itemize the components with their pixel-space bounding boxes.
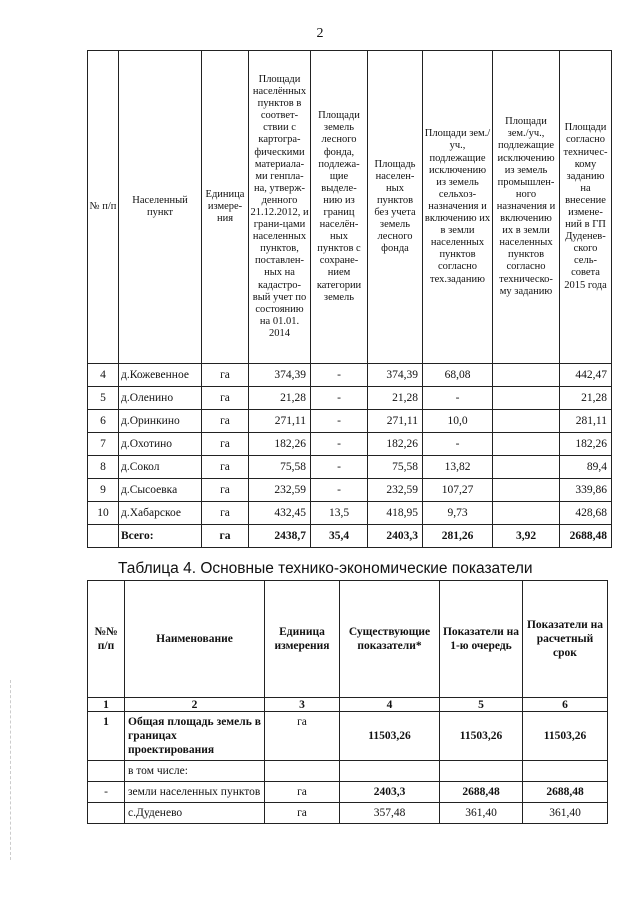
first-stage-value: 2688,48 [440, 782, 523, 803]
agri-land-area: 13,82 [423, 456, 493, 479]
estimated-term-value: 2688,48 [523, 782, 608, 803]
settlement-name: д.Оленино [119, 387, 202, 410]
forest-fund-area: 13,5 [311, 502, 368, 525]
indicator-name: земли населенных пунктов [125, 782, 265, 803]
area-plan-2014: 271,11 [249, 410, 311, 433]
forest-fund-area: - [311, 433, 368, 456]
table-row [88, 433, 612, 456]
agri-land-area: 68,08 [423, 364, 493, 387]
header-cell: № п/п [88, 51, 119, 364]
current-value: 357,48 [340, 803, 440, 824]
area-2015: 21,28 [560, 387, 612, 410]
index-cell: 5 [440, 698, 523, 712]
forest-fund-area: 35,4 [311, 525, 368, 548]
row-number: 4 [88, 364, 119, 387]
row-number: 5 [88, 387, 119, 410]
header-cell: Существующие показатели* [340, 581, 440, 698]
table-row [88, 761, 608, 782]
area-without-forest: 2403,3 [368, 525, 423, 548]
area-without-forest: 271,11 [368, 410, 423, 433]
header-cell: Населенный пункт [119, 51, 202, 364]
indicator-name: с.Дуденево [125, 803, 265, 824]
column-index-row [88, 698, 608, 712]
forest-fund-area: - [311, 479, 368, 502]
area-without-forest: 418,95 [368, 502, 423, 525]
forest-fund-area: - [311, 410, 368, 433]
header-cell: Показатели на расчетный срок [523, 581, 608, 698]
first-stage-value [440, 761, 523, 782]
header-cell: №№ п/п [88, 581, 125, 698]
current-value: 11503,26 [340, 712, 440, 761]
area-plan-2014: 432,45 [249, 502, 311, 525]
indicators-table [87, 580, 608, 824]
agri-land-area: 9,73 [423, 502, 493, 525]
unit-cell: га [202, 479, 249, 502]
unit-cell: га [202, 433, 249, 456]
unit-cell: га [265, 712, 340, 761]
header-cell: Единица измерения [265, 581, 340, 698]
area-2015: 442,47 [560, 364, 612, 387]
area-plan-2014: 232,59 [249, 479, 311, 502]
index-cell: 4 [340, 698, 440, 712]
settlement-name: д.Охотино [119, 433, 202, 456]
forest-fund-area: - [311, 456, 368, 479]
industrial-land-area: 3,92 [493, 525, 560, 548]
table-row [88, 410, 612, 433]
agri-land-area: 107,27 [423, 479, 493, 502]
industrial-land-area [493, 364, 560, 387]
total-row [88, 525, 612, 548]
area-without-forest: 374,39 [368, 364, 423, 387]
unit-cell [265, 761, 340, 782]
row-number: 8 [88, 456, 119, 479]
area-plan-2014: 75,58 [249, 456, 311, 479]
area-2015: 428,68 [560, 502, 612, 525]
industrial-land-area [493, 456, 560, 479]
first-stage-value: 11503,26 [440, 712, 523, 761]
forest-fund-area: - [311, 387, 368, 410]
settlement-name: д.Оринкино [119, 410, 202, 433]
row-number: - [88, 782, 125, 803]
area-without-forest: 182,26 [368, 433, 423, 456]
estimated-term-value: 361,40 [523, 803, 608, 824]
agri-land-area: - [423, 387, 493, 410]
table-row [88, 712, 608, 761]
unit-cell: га [202, 456, 249, 479]
row-number: 6 [88, 410, 119, 433]
row-number [88, 803, 125, 824]
indicator-name: в том числе: [125, 761, 265, 782]
header-cell: Площади земель лесного фонда, подлежа-щие выделе-нию из границ населён-ных пунктов с сохране-нием категории земель [311, 51, 368, 364]
header-cell: Площади согласно техничес-кому заданию на внесение измене-ний в ГП Дуденев-ского сель-совета 2015 года [560, 51, 612, 364]
table-row [88, 364, 612, 387]
row-number [88, 761, 125, 782]
industrial-land-area [493, 433, 560, 456]
page-number: 2 [316, 26, 324, 41]
estimated-term-value: 11503,26 [523, 712, 608, 761]
agri-land-area: - [423, 433, 493, 456]
area-2015: 89,4 [560, 456, 612, 479]
index-cell: 1 [88, 698, 125, 712]
settlement-name: д.Хабарское [119, 502, 202, 525]
industrial-land-area [493, 502, 560, 525]
area-without-forest: 232,59 [368, 479, 423, 502]
binding-margin-line [10, 680, 11, 860]
table-row [88, 502, 612, 525]
current-value: 2403,3 [340, 782, 440, 803]
industrial-land-area [493, 479, 560, 502]
industrial-land-area [493, 410, 560, 433]
area-without-forest: 75,58 [368, 456, 423, 479]
area-2015: 281,11 [560, 410, 612, 433]
agri-land-area: 10,0 [423, 410, 493, 433]
estimated-term-value [523, 761, 608, 782]
row-number: 1 [88, 712, 125, 761]
header-cell: Площади населённых пунктов в соответ-ствии с картогра-фическими материала-ми генпла-на, утверж-денного 21.12.2012, и грани-цами населенных пунктов, поставлен-ных на кадастро-вый учет по состоянию на 01.01. 2014 [249, 51, 311, 364]
table-header-row [88, 51, 612, 364]
settlement-area-table [87, 50, 612, 548]
area-2015: 2688,48 [560, 525, 612, 548]
table-row [88, 479, 612, 502]
area-without-forest: 21,28 [368, 387, 423, 410]
current-value [340, 761, 440, 782]
unit-cell: га [265, 803, 340, 824]
area-2015: 339,86 [560, 479, 612, 502]
index-cell: 3 [265, 698, 340, 712]
settlement-name: д.Кожевенное [119, 364, 202, 387]
header-cell: Единица измере-ния [202, 51, 249, 364]
table-row [88, 387, 612, 410]
header-cell: Площади зем./уч., подлежащие исключению из земель сельхоз-назначения и включению их в земли населенных пунктов согласно тех.заданию [423, 51, 493, 364]
area-plan-2014: 2438,7 [249, 525, 311, 548]
area-2015: 182,26 [560, 433, 612, 456]
header-cell: Показатели на 1-ю очередь [440, 581, 523, 698]
settlement-name: д.Сысоевка [119, 479, 202, 502]
industrial-land-area [493, 387, 560, 410]
area-plan-2014: 21,28 [249, 387, 311, 410]
row-number: 9 [88, 479, 119, 502]
row-number: 7 [88, 433, 119, 456]
unit-cell: га [202, 525, 249, 548]
settlement-name: Всего: [119, 525, 202, 548]
area-plan-2014: 374,39 [249, 364, 311, 387]
row-number [88, 525, 119, 548]
forest-fund-area: - [311, 364, 368, 387]
header-cell: Площади зем./уч., подлежащие исключению из земель промышлен-ного назначения и включению их в земли населенных пунктов согласно техническо-му заданию [493, 51, 560, 364]
index-cell: 6 [523, 698, 608, 712]
agri-land-area: 281,26 [423, 525, 493, 548]
indicator-name: Общая площадь земель в границах проектирования [125, 712, 265, 761]
unit-cell: га [265, 782, 340, 803]
settlement-name: д.Сокол [119, 456, 202, 479]
table-header-row [88, 581, 608, 698]
header-cell: Наименование [125, 581, 265, 698]
table-row [88, 782, 608, 803]
unit-cell: га [202, 410, 249, 433]
table-row [88, 803, 608, 824]
unit-cell: га [202, 364, 249, 387]
unit-cell: га [202, 502, 249, 525]
area-plan-2014: 182,26 [249, 433, 311, 456]
index-cell: 2 [125, 698, 265, 712]
table-caption: Таблица 4. Основные технико-экономические показатели [118, 560, 533, 577]
first-stage-value: 361,40 [440, 803, 523, 824]
unit-cell: га [202, 387, 249, 410]
table-row [88, 456, 612, 479]
row-number: 10 [88, 502, 119, 525]
header-cell: Площадь населен-ных пунктов без учета земель лесного фонда [368, 51, 423, 364]
